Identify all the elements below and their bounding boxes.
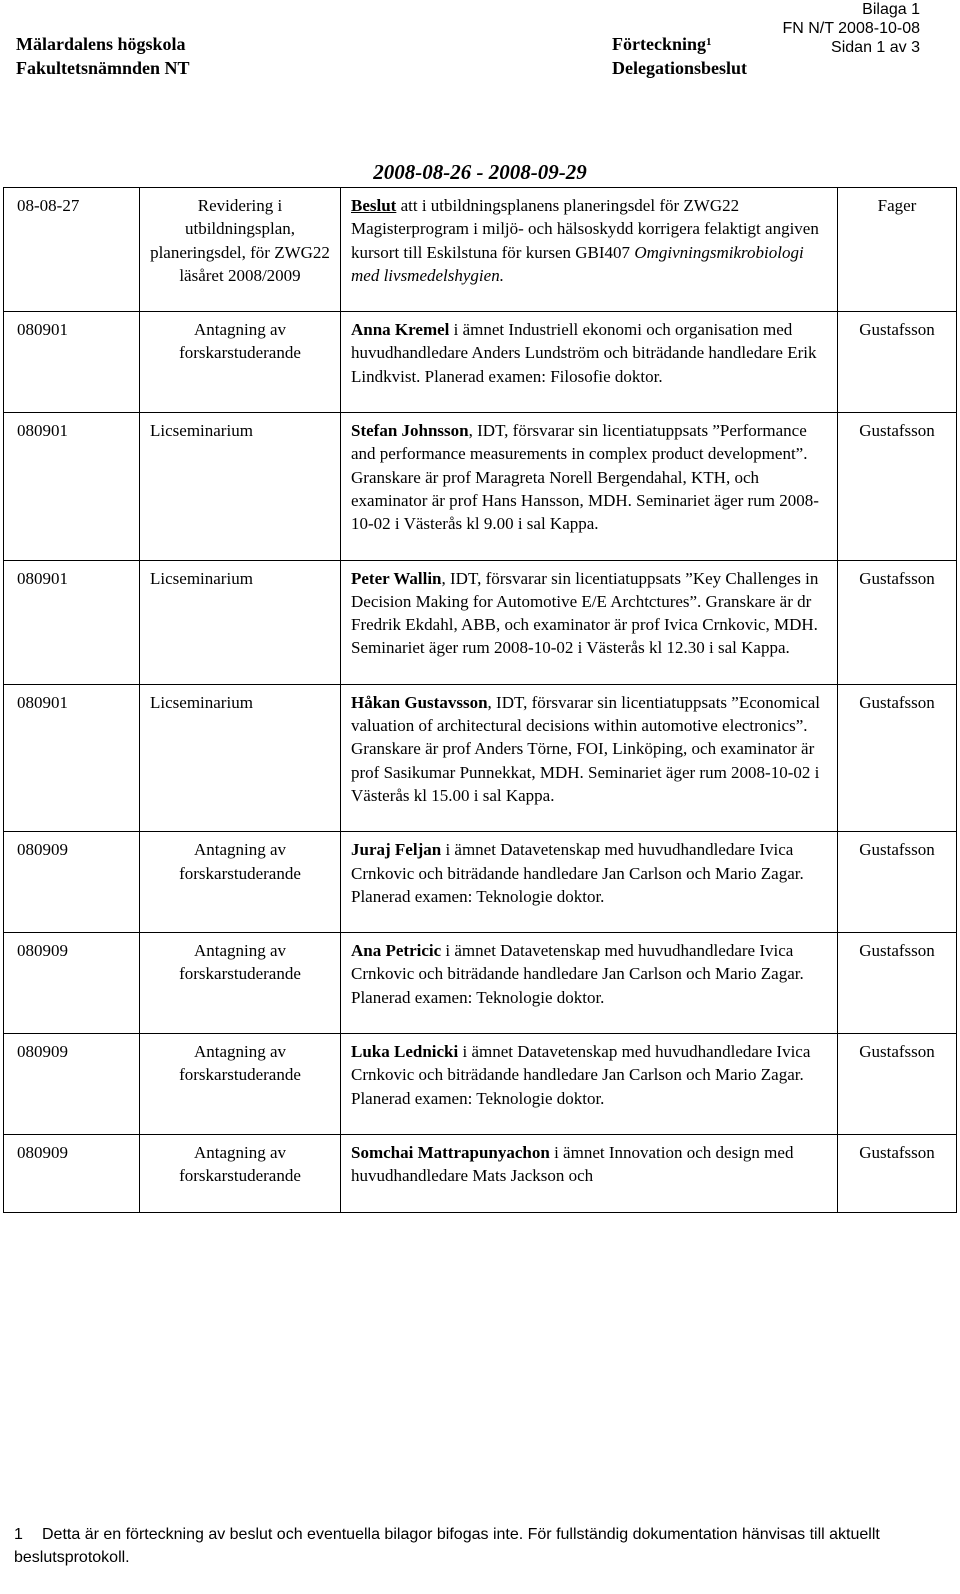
footnote — [14, 1523, 934, 1569]
row-text: i ämnet Datavetenskap med huvudhandledare Ivica Crnkovic och biträdande handledare Jan Carlson och Mario Zagar. Planerad examen: Teknologie doktor. — [351, 1042, 811, 1108]
faculty-name: Fakultetsnämnden NT — [16, 58, 190, 78]
row-lead: Peter Wallin — [351, 568, 442, 588]
row-date: 080901 — [4, 684, 140, 831]
row-type: Antagning av forskarstuderande — [140, 832, 341, 933]
row-type: Antagning av forskarstuderande — [140, 312, 341, 413]
table-row — [4, 684, 957, 831]
row-date: 080901 — [4, 413, 140, 560]
row-lead: Beslut — [351, 196, 397, 215]
row-date: 080909 — [4, 933, 140, 1034]
row-date: 08-08-27 — [4, 188, 140, 312]
period-heading: 2008-08-26 - 2008-09-29 — [373, 160, 587, 184]
table-row — [4, 832, 957, 933]
footnote-number: 1 — [14, 1526, 23, 1543]
row-person: Gustafsson — [838, 560, 957, 684]
table-row — [4, 188, 957, 312]
row-type: Antagning av forskarstuderande — [140, 933, 341, 1034]
row-lead: Håkan Gustavsson — [351, 692, 488, 712]
row-text: , IDT, försvarar sin licentiatuppsats ”Economical valuation of architectural decisions within automotive electronics”. Granskare är prof Anders Törne, FOI, Linköping, och examinator är prof Sasikumar Punnekkat, MDH. Seminariet äger rum 2008-10-02 i Västerås kl 15.00 i sal Kappa. — [351, 692, 821, 805]
row-description — [341, 1034, 838, 1135]
doc-title: Förteckning$^1$ — [612, 34, 712, 54]
row-description — [341, 312, 838, 413]
row-lead: Somchai Mattrapunyachon — [351, 1142, 550, 1162]
row-lead: Juraj Feljan — [351, 840, 442, 860]
footnote-text: Detta är en förteckning av beslut och eventuella bilagor bifogas inte. För fullständig dokumentation hänvisas till aktuellt beslutsprotokoll. — [14, 1526, 880, 1566]
row-text: i ämnet Datavetenskap med huvudhandledare Ivica Crnkovic och biträdande handledare Jan Carlson och Mario Zagar. Planerad examen: Teknologie doktor. — [351, 840, 804, 906]
row-person: Gustafsson — [838, 933, 957, 1034]
row-date: 080909 — [4, 832, 140, 933]
row-description — [341, 413, 838, 560]
row-type: Licseminarium — [140, 684, 341, 831]
row-text: i ämnet Datavetenskap med huvudhandledare Ivica Crnkovic och biträdande handledare Jan Carlson och Mario Zagar. Planerad examen: Teknologie doktor. — [351, 941, 804, 1007]
attachment-label: Bilaga 1 — [862, 1, 920, 18]
row-lead: Stefan Johnsson — [351, 421, 469, 441]
row-date: 080909 — [4, 1034, 140, 1135]
row-person: Gustafsson — [838, 1034, 957, 1135]
doc-subtitle: Delegationsbeslut — [612, 58, 747, 78]
row-type: Licseminarium — [140, 413, 341, 560]
table-row — [4, 1034, 957, 1135]
row-person: Gustafsson — [838, 1134, 957, 1212]
table-row — [4, 312, 957, 413]
row-description — [341, 933, 838, 1034]
row-date: 080901 — [4, 312, 140, 413]
row-date: 080909 — [4, 1134, 140, 1212]
doc-title-block — [612, 32, 832, 80]
row-description — [341, 560, 838, 684]
row-text: i ämnet Innovation och design med huvudhandledare Mats Jackson och — [351, 1142, 794, 1186]
table-row — [4, 413, 957, 560]
table-row — [4, 933, 957, 1034]
row-person: Gustafsson — [838, 413, 957, 560]
row-person: Gustafsson — [838, 832, 957, 933]
row-text: att i utbildningsplanens planeringsdel för ZWG22 Magisterprogram i miljö- och hälsoskydd korrigera felaktigt angiven kursort till Eskilstuna för kursen GBI407 — [351, 196, 819, 262]
row-text: , IDT, försvarar sin licentiatuppsats ”Key Challenges in Decision Making for Automotive E/E Archtctures”. Granskare är dr Fredrik Ekdahl, ABB, och examinator är prof Ivica Crnkovic, MDH. Seminariet äger rum 2008-10-02 i Västerås kl 12.30 i sal Kappa. — [351, 568, 819, 658]
row-description — [341, 1134, 838, 1212]
row-person: Fager — [838, 188, 957, 312]
row-description — [341, 188, 838, 312]
row-lead: Ana Petricic — [351, 941, 442, 961]
row-text: , IDT, försvarar sin licentiatuppsats ”Performance and performance measurements in complex product development”. Granskare är prof Maragreta Norell Bergendahal, KTH, och examinator är prof Hans Hansson, MDH. Seminariet äger rum 2008-10-02 i Västerås kl 9.00 i sal Kappa. — [351, 421, 819, 534]
row-person: Gustafsson — [838, 312, 957, 413]
row-person: Gustafsson — [838, 684, 957, 831]
row-type: Antagning av forskarstuderande — [140, 1034, 341, 1135]
row-type: Revidering i utbildningsplan, planeringsdel, för ZWG22 läsåret 2008/2009 — [140, 188, 341, 312]
row-italic-text: Omgivningsmikrobiologi med livsmedelshygien. — [351, 242, 804, 285]
row-text: i ämnet Industriell ekonomi och organisation med huvudhandledare Anders Lundström och biträdande handledare Erik Lindkvist. Planerad examen: Filosofie doktor. — [351, 320, 817, 386]
reference-number: FN N/T 2008-10-08 — [782, 20, 920, 37]
row-date: 080901 — [4, 560, 140, 684]
row-type: Antagning av forskarstuderande — [140, 1134, 341, 1212]
row-description — [341, 684, 838, 831]
org-block — [16, 32, 416, 80]
row-type: Licseminarium — [140, 560, 341, 684]
decision-table — [3, 187, 957, 1213]
table-row — [4, 560, 957, 684]
footnote-marker: 1 — [706, 36, 712, 48]
row-description — [341, 832, 838, 933]
table-row — [4, 1134, 957, 1212]
row-lead: Anna Kremel — [351, 320, 450, 340]
org-name: Mälardalens högskola — [16, 34, 186, 54]
row-lead: Luka Lednicki — [351, 1042, 459, 1062]
page-indicator: Sidan 1 av 3 — [831, 39, 920, 56]
